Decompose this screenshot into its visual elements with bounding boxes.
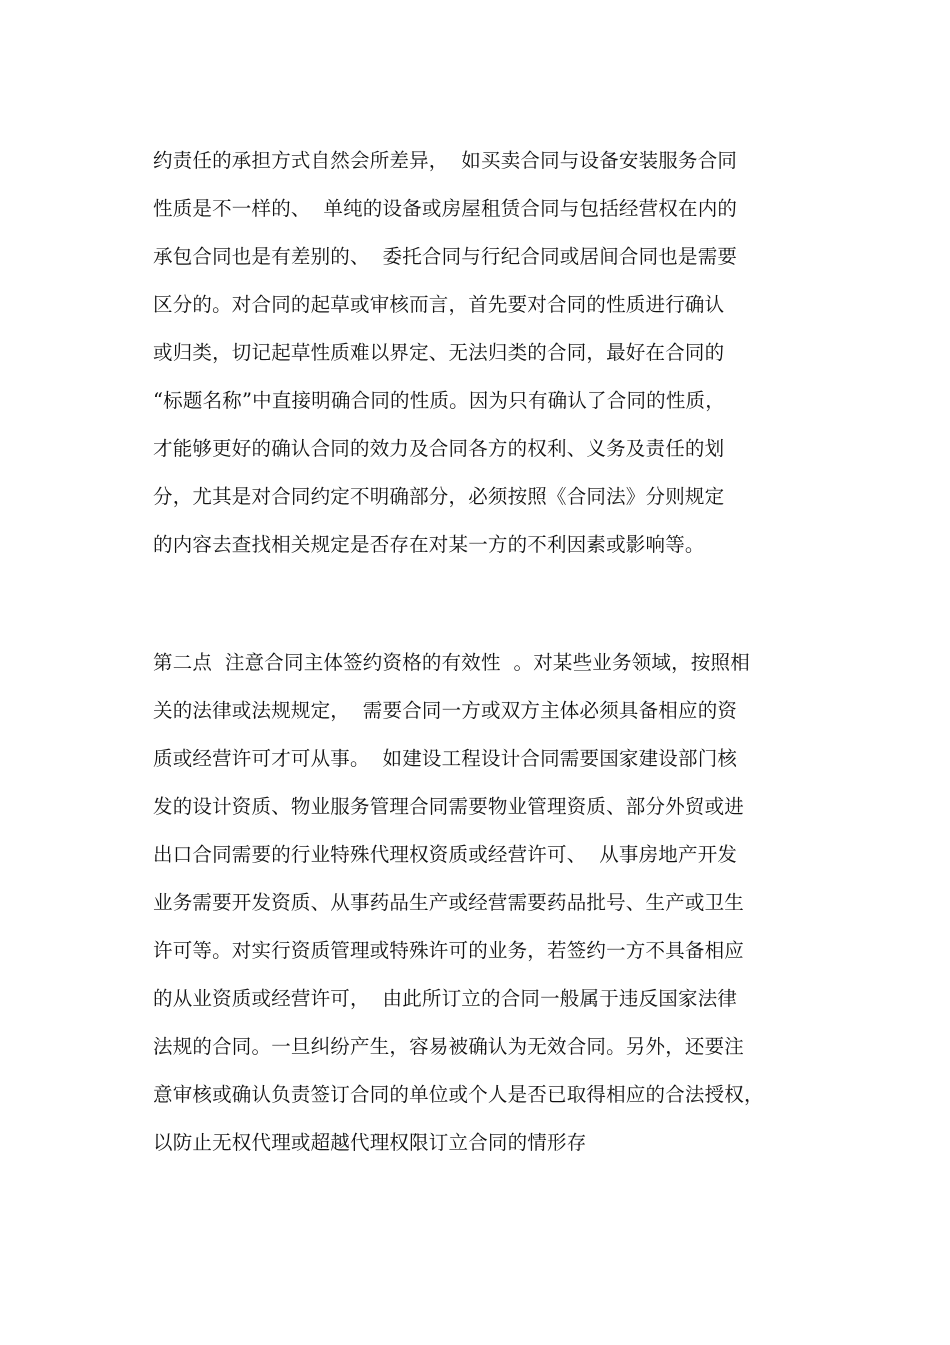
text-line: 约责任的承担方式自然会所差异， 如买卖合同与设备安装服务合同 bbox=[153, 149, 738, 172]
text-line: “标题名称”中直接明确合同的性质。因为只有确认了合同的性质， bbox=[153, 389, 725, 412]
text-line: 性质是不一样的、 单纯的设备或房屋租赁合同与包括经营权在内的 bbox=[153, 197, 738, 220]
paragraph-contract-nature bbox=[153, 146, 813, 578]
text-line: 关的法律或法规规定， 需要合同一方或双方主体必须具备相应的资 bbox=[153, 699, 738, 722]
text-line: 或归类，切记起草性质难以界定、无法归类的合同，最好在合同的 bbox=[153, 341, 725, 364]
text-line: 区分的。对合同的起草或审核而言，首先要对合同的性质进行确认 bbox=[153, 293, 725, 316]
text-line: 的内容去查找相关规定是否存在对某一方的不利因素或影响等。 bbox=[153, 533, 705, 556]
text-line: 意审核或确认负责签订合同的单位或个人是否已取得相应的合法授权， bbox=[153, 1083, 764, 1106]
text-line: 以防止无权代理或超越代理权限订立合同的情形存 bbox=[153, 1131, 587, 1154]
text-line: 发的设计资质、物业服务管理合同需要物业管理资质、部分外贸或进 bbox=[153, 795, 745, 818]
text-line: 质或经营许可才可从事。 如建设工程设计合同需要国家建设部门核 bbox=[153, 747, 738, 770]
text-line: 业务需要开发资质、从事药品生产或经营需要药品批号、生产或卫生 bbox=[153, 891, 745, 914]
paragraph-signing-qualification bbox=[153, 648, 813, 1176]
text-line: 分，尤其是对合同约定不明确部分，必须按照《合同法》分则规定 bbox=[153, 485, 725, 508]
text-line: 的从业资质或经营许可， 由此所订立的合同一般属于违反国家法律 bbox=[153, 987, 738, 1010]
text-line: 出口合同需要的行业特殊代理权资质或经营许可、 从事房地产开发 bbox=[153, 843, 738, 866]
text-line: 才能够更好的确认合同的效力及合同各方的权利、义务及责任的划 bbox=[153, 437, 725, 460]
text-line: 许可等。对实行资质管理或特殊许可的业务，若签约一方不具备相应 bbox=[153, 939, 745, 962]
text-line: 第二点 注意合同主体签约资格的有效性 。对某些业务领域，按照相 bbox=[153, 651, 750, 674]
text-line: 承包合同也是有差别的、 委托合同与行纪合同或居间合同也是需要 bbox=[153, 245, 738, 268]
text-line: 法规的合同。一旦纠纷产生，容易被确认为无效合同。另外，还要注 bbox=[153, 1035, 745, 1058]
